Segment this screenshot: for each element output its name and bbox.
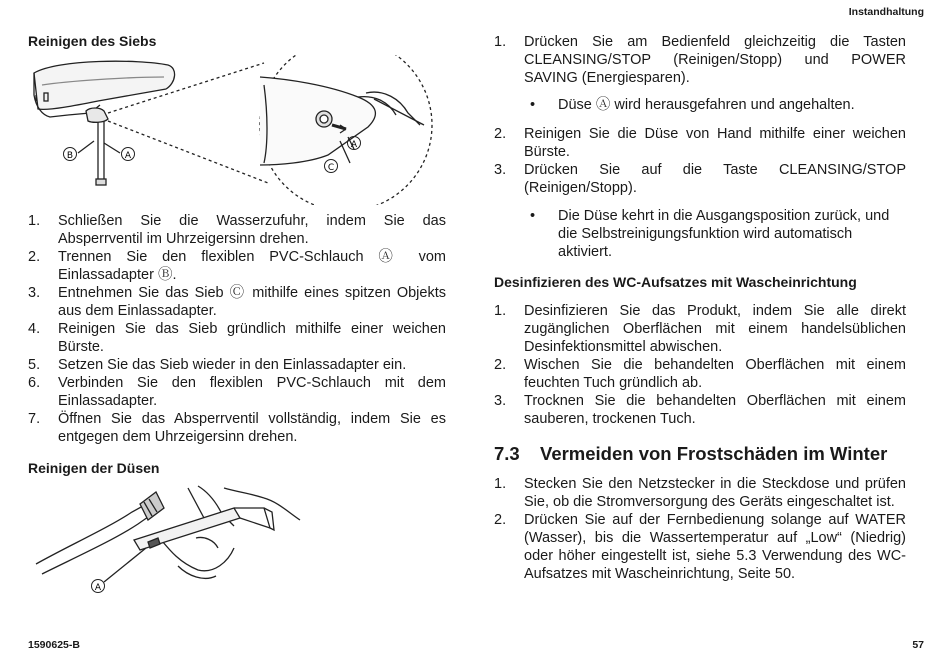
section-heading (494, 443, 887, 465)
list-item: 6. Verbinden Sie den flexiblen PVC-Schlauch mit dem Einlassadapter. (28, 375, 446, 409)
section-title: Vermeiden von Frostschäden im Winter (540, 443, 888, 464)
callout-a-zoom: A (350, 140, 358, 150)
list-item: 3. Entnehmen Sie das Sieb Ⓒ mithilfe eines spitzen Objekts aus dem Einlassadapter. (28, 285, 446, 319)
nozzle-steps-list-b (494, 125, 906, 197)
bullet-list-b (530, 207, 906, 261)
sieb-steps-list (28, 212, 446, 446)
callout-a: A (124, 151, 132, 161)
list-item: 7. Öffnen Sie das Absperrventil vollständig, indem Sie es entgegen dem Uhrzeigersinn drehen. (28, 411, 446, 445)
list-item: • Die Düse kehrt in die Ausgangsposition zurück, und die Selbstreinigungsfunktion wird automatisch aktiviert. (530, 208, 890, 260)
sieb-section-title: Reinigen des Siebs (28, 33, 157, 49)
list-item: 1. Schließen Sie die Wasserzufuhr, indem Sie das Absperrventil im Uhrzeigersinn drehen. (28, 213, 446, 247)
callout-b: B (66, 151, 74, 161)
desinfection-steps-list (494, 302, 906, 428)
page-number: 57 (912, 639, 924, 651)
frost-steps-list (494, 475, 906, 583)
section-number: 7.3 (494, 443, 520, 464)
callout-c: C (327, 163, 335, 173)
list-item: 1. Drücken Sie am Bedienfeld gleichzeitig die Tasten CLEANSING/STOP (Reinigen/Stopp) und POWER SAVING (Energiesparen). (494, 34, 906, 86)
chapter-header: Instandhaltung (848, 6, 924, 18)
callout-a-nozzle: A (94, 583, 102, 593)
list-item: 4. Reinigen Sie das Sieb gründlich mithilfe einer weichen Bürste. (28, 321, 446, 355)
duesen-illustration (28, 478, 318, 603)
list-item: 3. Trocknen Sie die behandelten Oberflächen mit einem sauberen, trockenen Tuch. (494, 393, 906, 427)
list-item: 2. Drücken Sie auf der Fernbedienung solange auf WATER (Wasser), bis die Wassertemperatur auf „Low“ (Niedrig) oder höher eingestellt ist, siehe 5.3 Verwendung des WC-Aufsatzes mit Wascheinrichtung, Seite 50. (494, 512, 906, 582)
bullet-list-a (530, 96, 906, 114)
document-id: 1590625-B (28, 639, 80, 651)
list-item: 5. Setzen Sie das Sieb wieder in den Einlassadapter ein. (28, 357, 407, 373)
list-item: 3. Drücken Sie auf die Taste CLEANSING/STOP (Reinigen/Stopp). (494, 162, 906, 196)
list-item: 2. Trennen Sie den flexiblen PVC-Schlauch Ⓐ vom Einlassadapter Ⓑ. (28, 249, 446, 283)
duesen-section-title: Reinigen der Düsen (28, 460, 160, 476)
list-item: 2. Reinigen Sie die Düse von Hand mithilfe einer weichen Bürste. (494, 126, 906, 160)
list-item: 2. Wischen Sie die behandelten Oberflächen mit einem feuchten Tuch gründlich ab. (494, 357, 906, 391)
list-item: 1. Stecken Sie den Netzstecker in die Steckdose und prüfen Sie, ob die Stromversorgung des Geräts eingeschaltet ist. (494, 476, 906, 510)
nozzle-steps-list-a (494, 33, 906, 87)
sieb-illustration (28, 55, 468, 205)
list-item: • Düse Ⓐ wird herausgefahren und angehalten. (530, 97, 855, 113)
desinfection-title: Desinfizieren des WC-Aufsatzes mit Wascheinrichtung (494, 274, 857, 290)
list-item: 1. Desinfizieren Sie das Produkt, indem Sie alle direkt zugänglichen Oberflächen mit einem handelsüblichen Desinfektionsmittel abwischen. (494, 303, 906, 355)
